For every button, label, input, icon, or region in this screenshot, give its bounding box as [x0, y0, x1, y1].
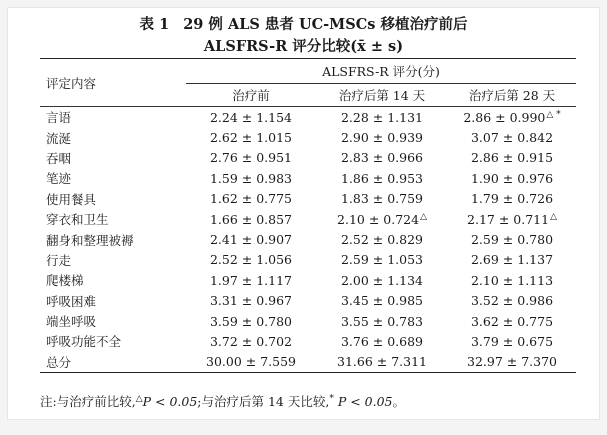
title-text-1: 29 例 ALS 患者 UC-MSCs 移植治疗前后	[183, 16, 468, 33]
score-value: 2.90 ± 0.939	[340, 130, 424, 146]
score-cell	[186, 229, 316, 249]
score-cell	[186, 107, 316, 128]
score-cell	[186, 250, 316, 270]
score-value: 3.31 ± 0.967	[209, 293, 293, 309]
score-value: 3.45 ± 0.985	[340, 293, 424, 309]
column-header-day28: 治疗后第 28 天	[448, 84, 576, 107]
score-cell	[186, 189, 316, 209]
table-row	[40, 352, 576, 373]
score-value: 3.62 ± 0.775	[470, 313, 554, 329]
row-item-label: 呼吸困难	[46, 293, 97, 309]
score-value: 2.10 ± 1.113	[470, 272, 554, 288]
score-value: 2.59 ± 0.780	[470, 232, 554, 248]
row-item-label: 呼吸功能不全	[46, 334, 122, 350]
score-value: 1.59 ± 0.983	[209, 170, 293, 186]
significance-mark-icon: △	[550, 211, 557, 222]
score-value: 31.66 ± 7.311	[337, 354, 427, 370]
title-line-2: ALSFRS-R 评分比较(x̄ ± s)	[203, 38, 404, 55]
row-item-label: 笔迹	[46, 171, 72, 187]
significance-mark-icon: △	[420, 211, 427, 222]
table-row	[40, 209, 576, 229]
score-cell	[186, 270, 316, 290]
score-value: 2.62 ± 1.015	[209, 130, 293, 146]
score-cell	[448, 148, 576, 168]
title-line-1	[8, 14, 599, 36]
score-value: 1.66 ± 0.857	[209, 211, 293, 227]
score-cell	[186, 209, 316, 229]
column-header-before: 治疗前	[186, 84, 316, 107]
score-cell	[316, 189, 448, 209]
score-cell	[186, 168, 316, 188]
score-value: 3.59 ± 0.780	[209, 313, 293, 329]
score-value: 2.52 ± 0.829	[340, 232, 424, 248]
score-value: 2.83 ± 0.966	[340, 150, 424, 166]
score-value: 2.76 ± 0.951	[209, 150, 293, 166]
score-cell	[186, 291, 316, 311]
score-value: 2.52 ± 1.056	[209, 252, 293, 268]
score-value: 2.86 ± 0.990	[463, 109, 546, 125]
score-value: 1.97 ± 1.117	[209, 272, 293, 288]
score-cell	[448, 331, 576, 351]
row-item-label: 穿衣和卫生	[46, 212, 109, 228]
score-cell	[186, 331, 316, 351]
score-cell	[448, 311, 576, 331]
score-cell	[186, 311, 316, 331]
row-item-label: 翻身和整理被褥	[46, 232, 134, 248]
score-cell	[186, 127, 316, 147]
score-cell	[448, 127, 576, 147]
score-cell	[316, 291, 448, 311]
score-value: 1.83 ± 0.759	[340, 191, 424, 207]
score-cell	[316, 352, 448, 373]
table-row	[40, 148, 576, 168]
table-row	[40, 270, 576, 290]
row-item-label: 端坐呼吸	[46, 314, 97, 330]
row-item-label: 爬楼梯	[46, 273, 84, 289]
score-cell	[316, 107, 448, 128]
score-value: 2.28 ± 1.131	[340, 109, 424, 125]
alsfrs-score-table	[40, 58, 576, 373]
note-p-value-2: P < 0.05	[337, 394, 393, 409]
table-body	[40, 107, 576, 373]
triangle-mark-icon: △	[135, 393, 143, 404]
score-value: 2.00 ± 1.134	[340, 272, 424, 288]
score-cell	[448, 291, 576, 311]
score-value: 3.52 ± 0.986	[470, 293, 554, 309]
table-row	[40, 311, 576, 331]
note-middle: ;与治疗后第 14 天比较,	[197, 394, 330, 409]
significance-mark-icon: △ *	[546, 109, 561, 120]
table-row	[40, 107, 576, 128]
score-cell	[316, 250, 448, 270]
score-cell	[316, 331, 448, 351]
score-cell	[448, 168, 576, 188]
score-value: 3.72 ± 0.702	[209, 333, 293, 349]
score-table-wrapper	[40, 58, 576, 373]
column-header-day14: 治疗后第 14 天	[316, 84, 448, 107]
score-value: 2.17 ± 0.711	[467, 211, 550, 227]
group-header: ALSFRS-R 评分(分)	[186, 59, 576, 84]
score-cell	[448, 107, 576, 128]
score-cell	[316, 311, 448, 331]
table-number: 表 1	[139, 16, 170, 33]
table-row	[40, 229, 576, 249]
score-value: 2.10 ± 0.724	[337, 211, 420, 227]
score-value: 3.55 ± 0.783	[340, 313, 424, 329]
score-cell	[448, 270, 576, 290]
table-row	[40, 127, 576, 147]
row-item-label: 流涎	[46, 130, 72, 146]
score-cell	[316, 229, 448, 249]
score-value: 32.97 ± 7.370	[467, 354, 557, 370]
table-row	[40, 168, 576, 188]
row-item-label: 总分	[40, 352, 186, 373]
score-cell	[316, 168, 448, 188]
table-row	[40, 291, 576, 311]
score-cell	[316, 270, 448, 290]
score-value: 2.69 ± 1.137	[470, 252, 554, 268]
table-row	[40, 331, 576, 351]
note-p-value-1: P < 0.05	[142, 394, 198, 409]
score-cell	[186, 148, 316, 168]
score-cell	[448, 229, 576, 249]
score-cell	[448, 250, 576, 270]
row-item-label: 吞咽	[46, 150, 72, 166]
row-label-header: 评定内容	[40, 59, 186, 107]
note-suffix: 。	[392, 394, 405, 409]
score-value: 2.24 ± 1.154	[209, 109, 293, 125]
score-cell	[316, 148, 448, 168]
score-value: 1.86 ± 0.953	[340, 170, 424, 186]
row-item-label: 使用餐具	[46, 191, 97, 207]
score-cell	[448, 352, 576, 373]
score-cell	[316, 127, 448, 147]
score-value: 3.76 ± 0.689	[340, 333, 424, 349]
table-footnote	[40, 392, 405, 410]
table-row	[40, 250, 576, 270]
table-title	[8, 14, 599, 58]
note-prefix: 注:与治疗前比较,	[40, 394, 136, 409]
score-cell	[186, 352, 316, 373]
score-cell	[448, 209, 576, 229]
score-value: 2.41 ± 0.907	[209, 232, 293, 248]
header-row-1	[40, 59, 576, 84]
score-value: 1.79 ± 0.726	[470, 191, 554, 207]
score-value: 2.59 ± 1.053	[340, 252, 424, 268]
score-cell	[316, 209, 448, 229]
score-value: 2.86 ± 0.915	[470, 150, 554, 166]
row-item-label: 言语	[46, 110, 72, 126]
score-value: 1.90 ± 0.976	[470, 170, 554, 186]
score-value: 3.79 ± 0.675	[470, 333, 554, 349]
table-page	[8, 8, 599, 419]
score-cell	[448, 189, 576, 209]
score-value: 3.07 ± 0.842	[470, 130, 554, 146]
table-row	[40, 189, 576, 209]
score-value: 1.62 ± 0.775	[209, 191, 293, 207]
score-value: 30.00 ± 7.559	[206, 354, 296, 370]
row-item-label: 行走	[46, 252, 72, 268]
asterisk-mark-icon: *	[329, 393, 334, 404]
